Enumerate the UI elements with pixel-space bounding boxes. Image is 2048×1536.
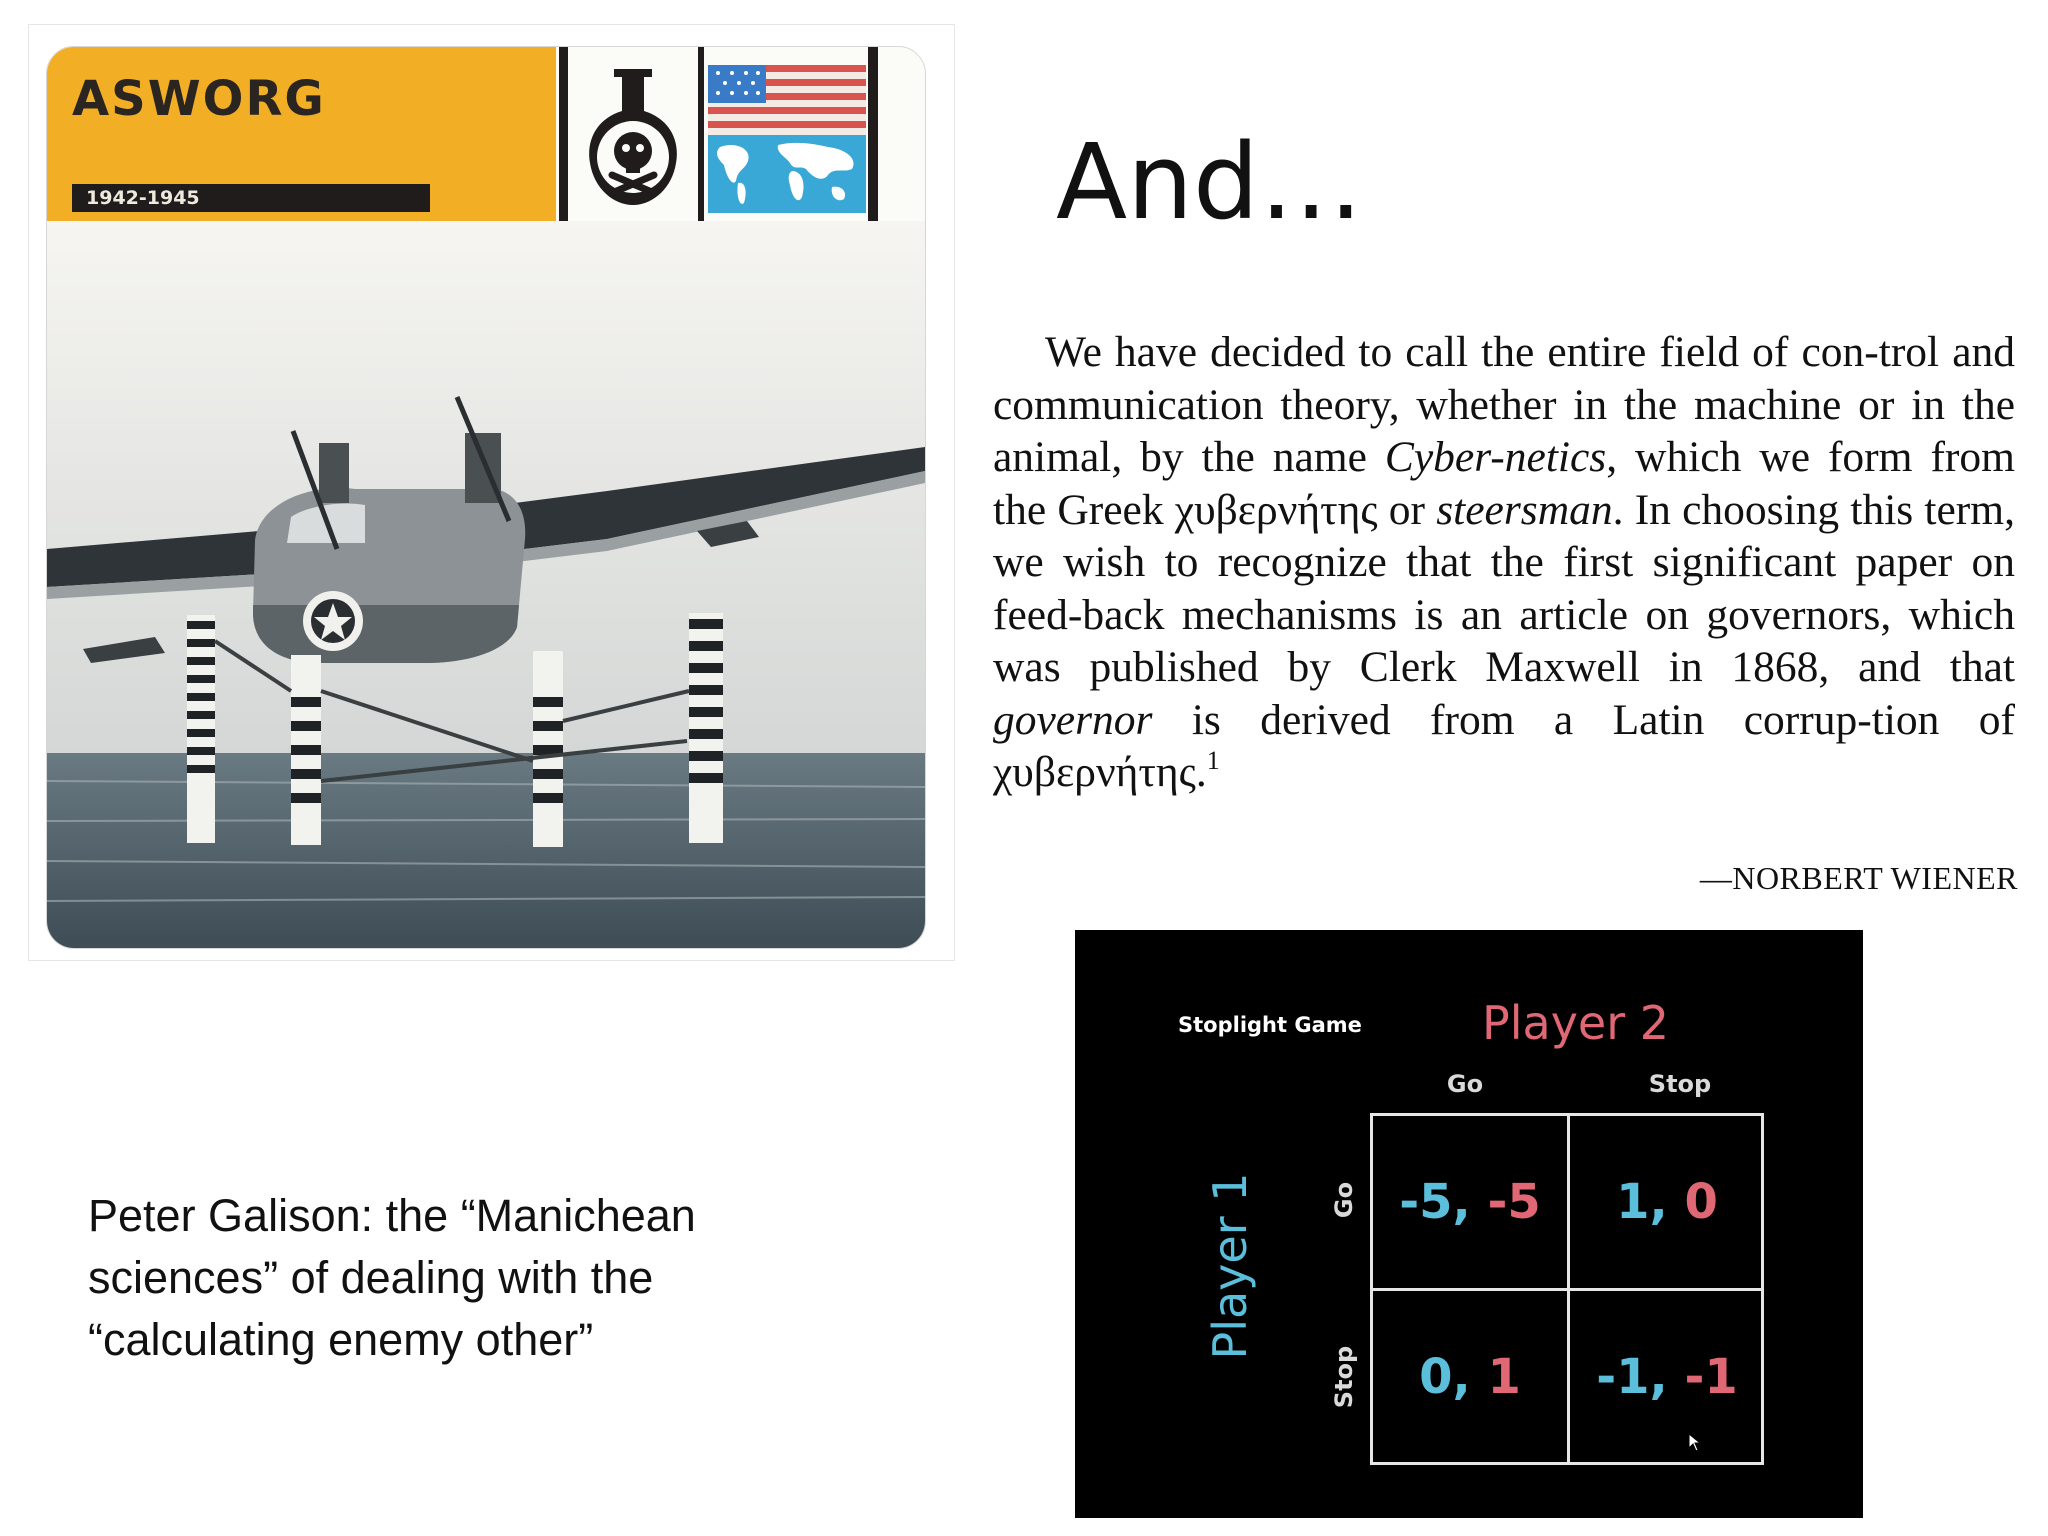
player-2-payoff: 1 (1487, 1349, 1521, 1405)
quote-footnote: 1 (1206, 746, 1220, 775)
player-1-payoff: 0 (1419, 1349, 1453, 1405)
card-divider (559, 47, 568, 221)
seaplane-photo (47, 221, 925, 948)
player-2-label: Player 2 (1482, 996, 1670, 1050)
caption-line: sciences” of dealing with the (88, 1252, 654, 1303)
quote-author: —NORBERT WIENER (1699, 860, 2018, 896)
column-label-stop: Stop (1648, 1070, 1712, 1098)
payoff-cell-stop-go: 0 , 1 (1419, 1349, 1521, 1405)
slide-title: And… (1056, 121, 1364, 243)
card-frame (46, 46, 926, 949)
column-label-go: Go (1446, 1070, 1484, 1098)
card-years: 1942-1945 (86, 187, 200, 209)
player-2-payoff: -5 (1487, 1174, 1541, 1230)
quote-emphasis-steersman: steersman (1436, 485, 1613, 534)
wiener-quote (993, 326, 2015, 799)
galison-caption (88, 1185, 788, 1371)
quote-text: is derived from a Latin corrup-tion of χυβερνήτης. (993, 695, 2015, 796)
card-header (47, 47, 925, 221)
player-2-payoff: 0 (1684, 1174, 1718, 1230)
payoff-cell-stop-stop: -1 , -1 (1596, 1349, 1738, 1405)
chemistry-skull-icon (568, 47, 698, 221)
quote-text: We have decided to call the entire field of con-trol and communication theory, whether in the machine or in the animal, by the name (993, 328, 2015, 481)
quote-text: , which we form from the Greek χυβερνήτης or (993, 433, 2015, 534)
card-divider (868, 47, 878, 221)
payoff-matrix (1370, 1113, 1764, 1465)
player-1-payoff: -5 (1399, 1174, 1453, 1230)
player-2-payoff: -1 (1684, 1349, 1738, 1405)
quote-text: . In choosing this term, we wish to recognize that the first significant paper on feed-back mechanisms is an article on governors, which was published by Clerk Maxwell in 1868, and that (993, 485, 2015, 691)
player-1-payoff: 1 (1616, 1174, 1650, 1230)
card-title: ASWORG (72, 71, 326, 127)
mouse-cursor-icon (1688, 1433, 1702, 1457)
player-1-label: Player 1 (1203, 1172, 1257, 1360)
row-label-go: Go (1330, 1181, 1358, 1219)
card-years-bar (72, 184, 430, 212)
asworg-card-image (28, 24, 955, 961)
row-label-stop: Stop (1330, 1345, 1358, 1409)
quote-emphasis-cybernetics: Cyber-netics (1384, 433, 1607, 481)
player-1-payoff: -1 (1596, 1349, 1650, 1405)
caption-line: “calculating enemy other” (88, 1314, 594, 1365)
quote-emphasis-governor: governor (993, 695, 1153, 744)
us-flag-world-map-icon (708, 65, 866, 213)
caption-line: Peter Galison: the “Manichean (88, 1190, 696, 1241)
card-divider (698, 47, 704, 221)
card-title-panel (47, 47, 556, 221)
game-name: Stoplight Game (1178, 1013, 1362, 1037)
payoff-cell-go-stop: 1 , 0 (1616, 1174, 1718, 1230)
stoplight-game-panel (1075, 930, 1863, 1518)
payoff-cell-go-go: -5 , -5 (1399, 1174, 1541, 1230)
